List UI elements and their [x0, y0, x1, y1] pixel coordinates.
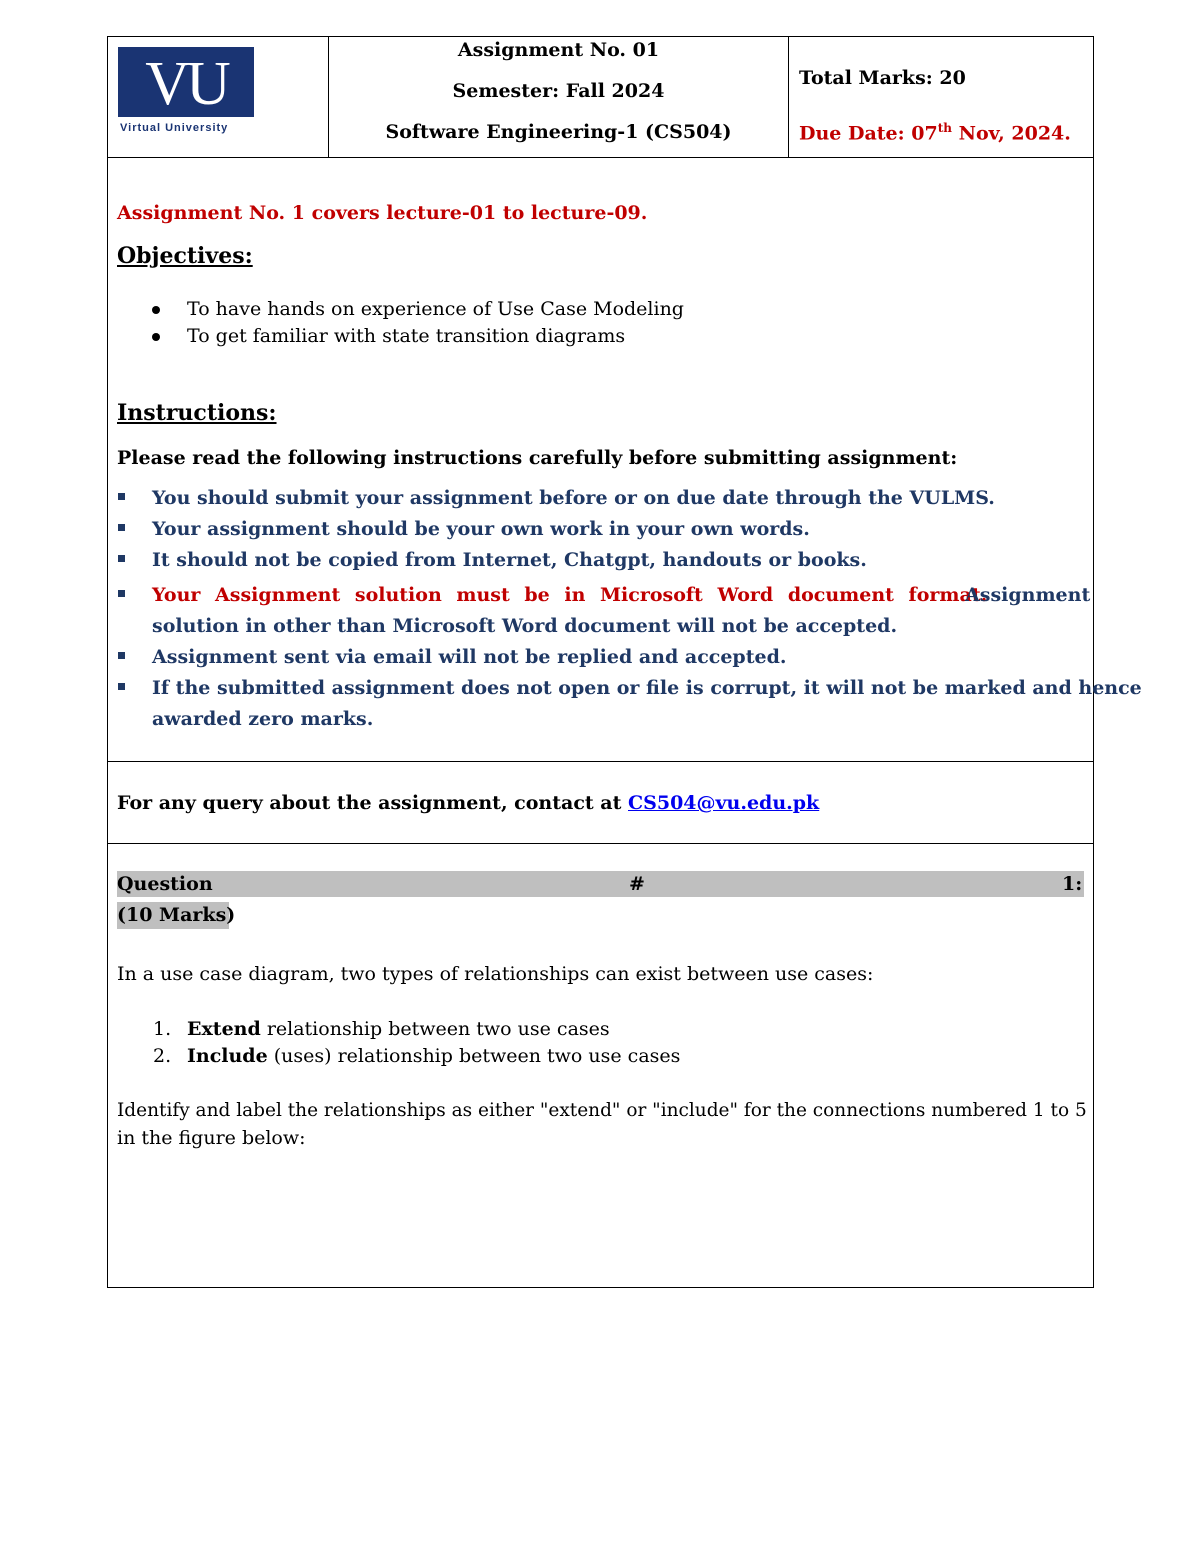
list-item [187, 1045, 680, 1067]
vu-logo [118, 47, 254, 117]
instruction-item: You should submit your assignment before or on due date through the VULMS. [152, 487, 995, 509]
due-date-suffix: Nov, 2024. [952, 122, 1071, 145]
list-item-desc: relationship between two use cases [260, 1018, 610, 1040]
contact-line [117, 792, 819, 814]
bullet-square [118, 524, 125, 531]
question-marks: (10 Marks) [117, 904, 236, 926]
question-hash: # [629, 873, 645, 895]
list-number: 2. [153, 1045, 172, 1067]
instruction-item-format: Your Assignment solution must be in Microsoft Word document format. [152, 584, 988, 606]
instructions-lead: Please read the following instructions carefully before submitting assignment: [117, 447, 958, 469]
divider-contact [108, 761, 1093, 762]
bullet-square [118, 493, 125, 500]
course-name: Software Engineering-1 (CS504) [385, 121, 732, 143]
bullet-square [118, 590, 125, 597]
semester: Semester: Fall 2024 [452, 80, 665, 102]
instructions-heading: Instructions: [117, 400, 277, 426]
task-line: Identify and label the relationships as either "extend" or "include" for the connections numbered 1 to 5 [117, 1100, 1087, 1121]
marks-cell [789, 37, 1093, 157]
instruction-item: Your assignment should be your own work in your own words. [152, 518, 810, 540]
title-cell [329, 37, 789, 157]
list-item-desc: (uses) relationship between two use cases [267, 1045, 681, 1067]
logo-subtitle: Virtual University [120, 122, 229, 134]
due-date-prefix: Due Date: 07 [799, 122, 938, 145]
list-item-term: Include [187, 1045, 268, 1067]
bullet-square [118, 683, 125, 690]
task-line: in the figure below: [117, 1127, 306, 1149]
objective-item: To have hands on experience of Use Case Modeling [187, 298, 684, 320]
due-date-sup: th [937, 121, 952, 135]
objective-item: To get familiar with state transition diagrams [187, 325, 626, 347]
due-date [799, 121, 1071, 144]
header-table [107, 36, 1094, 158]
objectives-heading: Objectives: [117, 243, 253, 269]
assignment-number: Assignment No. 01 [457, 39, 660, 61]
list-item-term: Extend [187, 1018, 261, 1040]
instruction-item-format-line2: solution in other than Microsoft Word document will not be accepted. [152, 615, 898, 637]
logo-text: VU [145, 50, 227, 118]
instruction-item: If the submitted assignment does not open or file is corrupt, it will not be marked and hence [152, 677, 1142, 699]
question-label: Question [117, 873, 213, 895]
coverage-note: Assignment No. 1 covers lecture-01 to lecture-09. [117, 202, 648, 224]
bullet-dot [152, 306, 160, 314]
instruction-item: Assignment sent via email will not be replied and accepted. [152, 646, 787, 668]
instruction-item-line2: awarded zero marks. [152, 708, 374, 730]
bullet-dot [152, 333, 160, 341]
question-intro: In a use case diagram, two types of relationships can exist between use cases: [117, 963, 874, 985]
total-marks: Total Marks: 20 [799, 67, 966, 89]
bullet-square [118, 555, 125, 562]
divider-question [108, 843, 1093, 844]
contact-email-link[interactable]: CS504@vu.edu.pk [628, 792, 820, 814]
list-number: 1. [153, 1018, 172, 1040]
contact-text: For any query about the assignment, contact at [117, 792, 628, 814]
bullet-square [118, 652, 125, 659]
logo-cell [108, 37, 329, 157]
question-number: 1: [1062, 873, 1083, 895]
instruction-item-format-cont: Assignment [965, 584, 1091, 606]
question-highlight [117, 871, 1084, 897]
instruction-item: It should not be copied from Internet, Chatgpt, handouts or books. [152, 549, 867, 571]
list-item [187, 1018, 610, 1040]
